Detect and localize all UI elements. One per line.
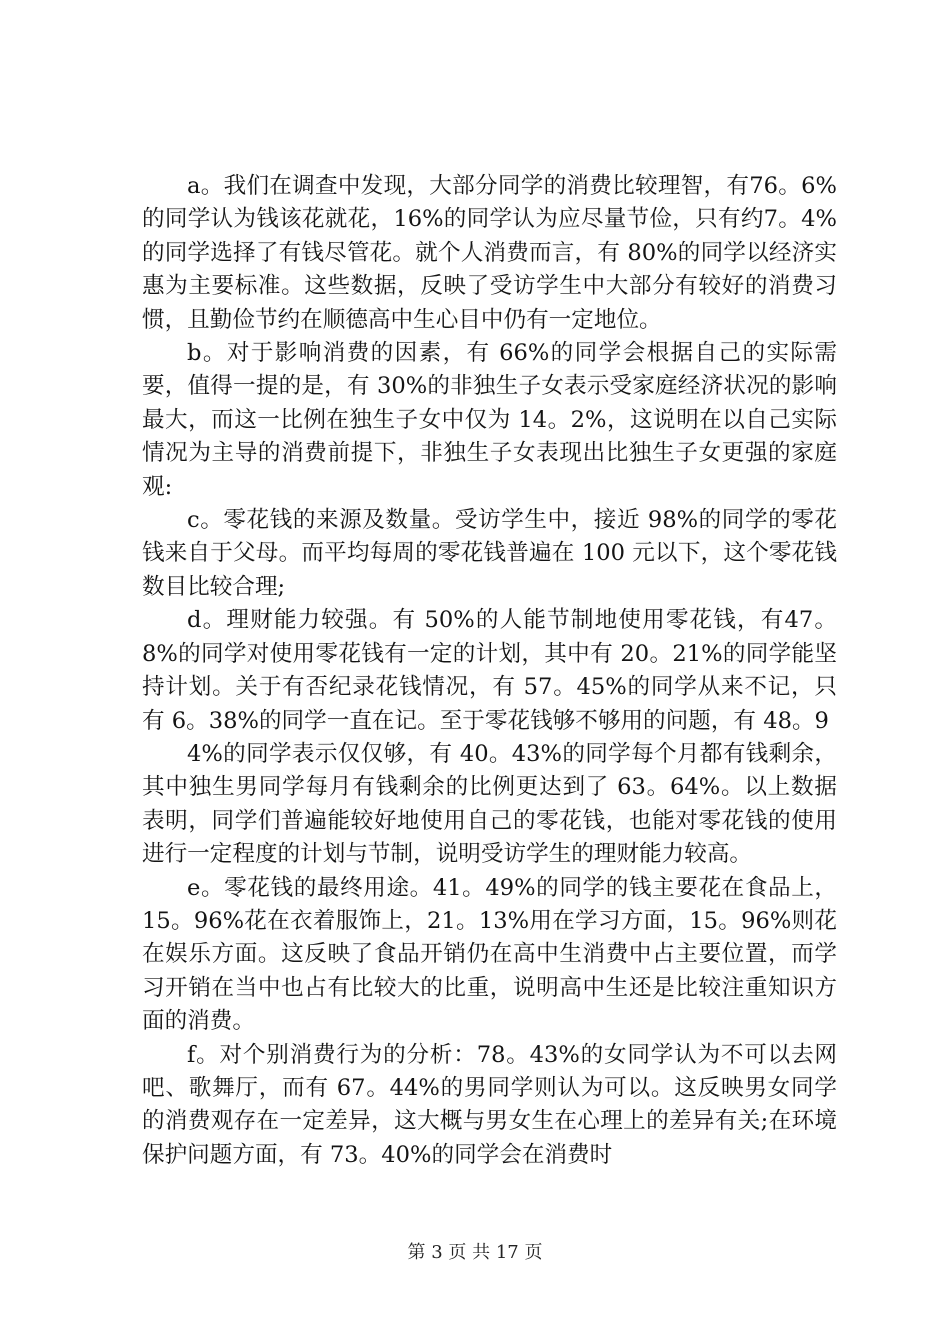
paragraph-c: c。零花钱的来源及数量。受访学生中，接近 98%的同学的零花钱来自于父母。而平均每周的零花钱普遍在 100 元以下，这个零花钱数目比较合理; [142,507,837,600]
paragraph-d-continued: 4%的同学表示仅仅够，有 40。43%的同学每个月都有钱剩余，其中独生男同学每月有钱剩余的比例更达到了 63。64%。以上数据表明，同学们普遍能较好地使用自己的零花钱，也能对零花钱的使用进行一定程度的计划与节制，说明受访学生的理财能力较高。 [142,740,837,868]
paragraph-d: d。理财能力较强。有 50%的人能节制地使用零花钱，有47。8%的同学对使用零花钱有一定的计划，其中有 20。21%的同学能坚持计划。关于有否纪录花钱情况，有 57。45%的同学从来不记，只有 6。38%的同学一直在记。至于零花钱够不够用的问题，有 48。9 [142,607,837,734]
paragraph-b: b。对于影响消费的因素，有 66%的同学会根据自己的实际需要，值得一提的是，有 30%的非独生子女表示受家庭经济状况的影响最大，而这一比例在独生子女中仅为 14。2%，这说明在以自己实际情况为主导的消费前提下，非独生子女表现出比独生子女更强的家庭观: [142,340,837,500]
document-body [142,170,837,1172]
paragraph-f: f。对个别消费行为的分析：78。43%的女同学认为不可以去网吧、歌舞厅，而有 67。44%的男同学则认为可以。这反映男女同学的消费观存在一定差异，这大概与男女生在心理上的差异有关;在环境保护问题方面，有 73。40%的同学会在消费时 [142,1041,837,1168]
paragraph-a: a。我们在调查中发现，大部分同学的消费比较理智，有76。6%的同学认为钱该花就花，16%的同学认为应尽量节俭，只有约7。4%的同学选择了有钱尽管花。就个人消费而言，有 80%的同学以经济实惠为主要标准。这些数据，反映了受访学生中大部分有较好的消费习惯，且勤俭节约在顺德高中生心目中仍有一定地位。 [142,173,837,333]
page-footer: 第 3 页 共 17 页 [407,1242,543,1263]
paragraph-e: e。零花钱的最终用途。41。49%的同学的钱主要花在食品上，15。96%花在衣着服饰上，21。13%用在学习方面，15。96%则花在娱乐方面。这反映了食品开销仍在高中生消费中占主要位置，而学习开销在当中也占有比较大的比重，说明高中生还是比较注重知识方面的消费。 [142,874,837,1035]
